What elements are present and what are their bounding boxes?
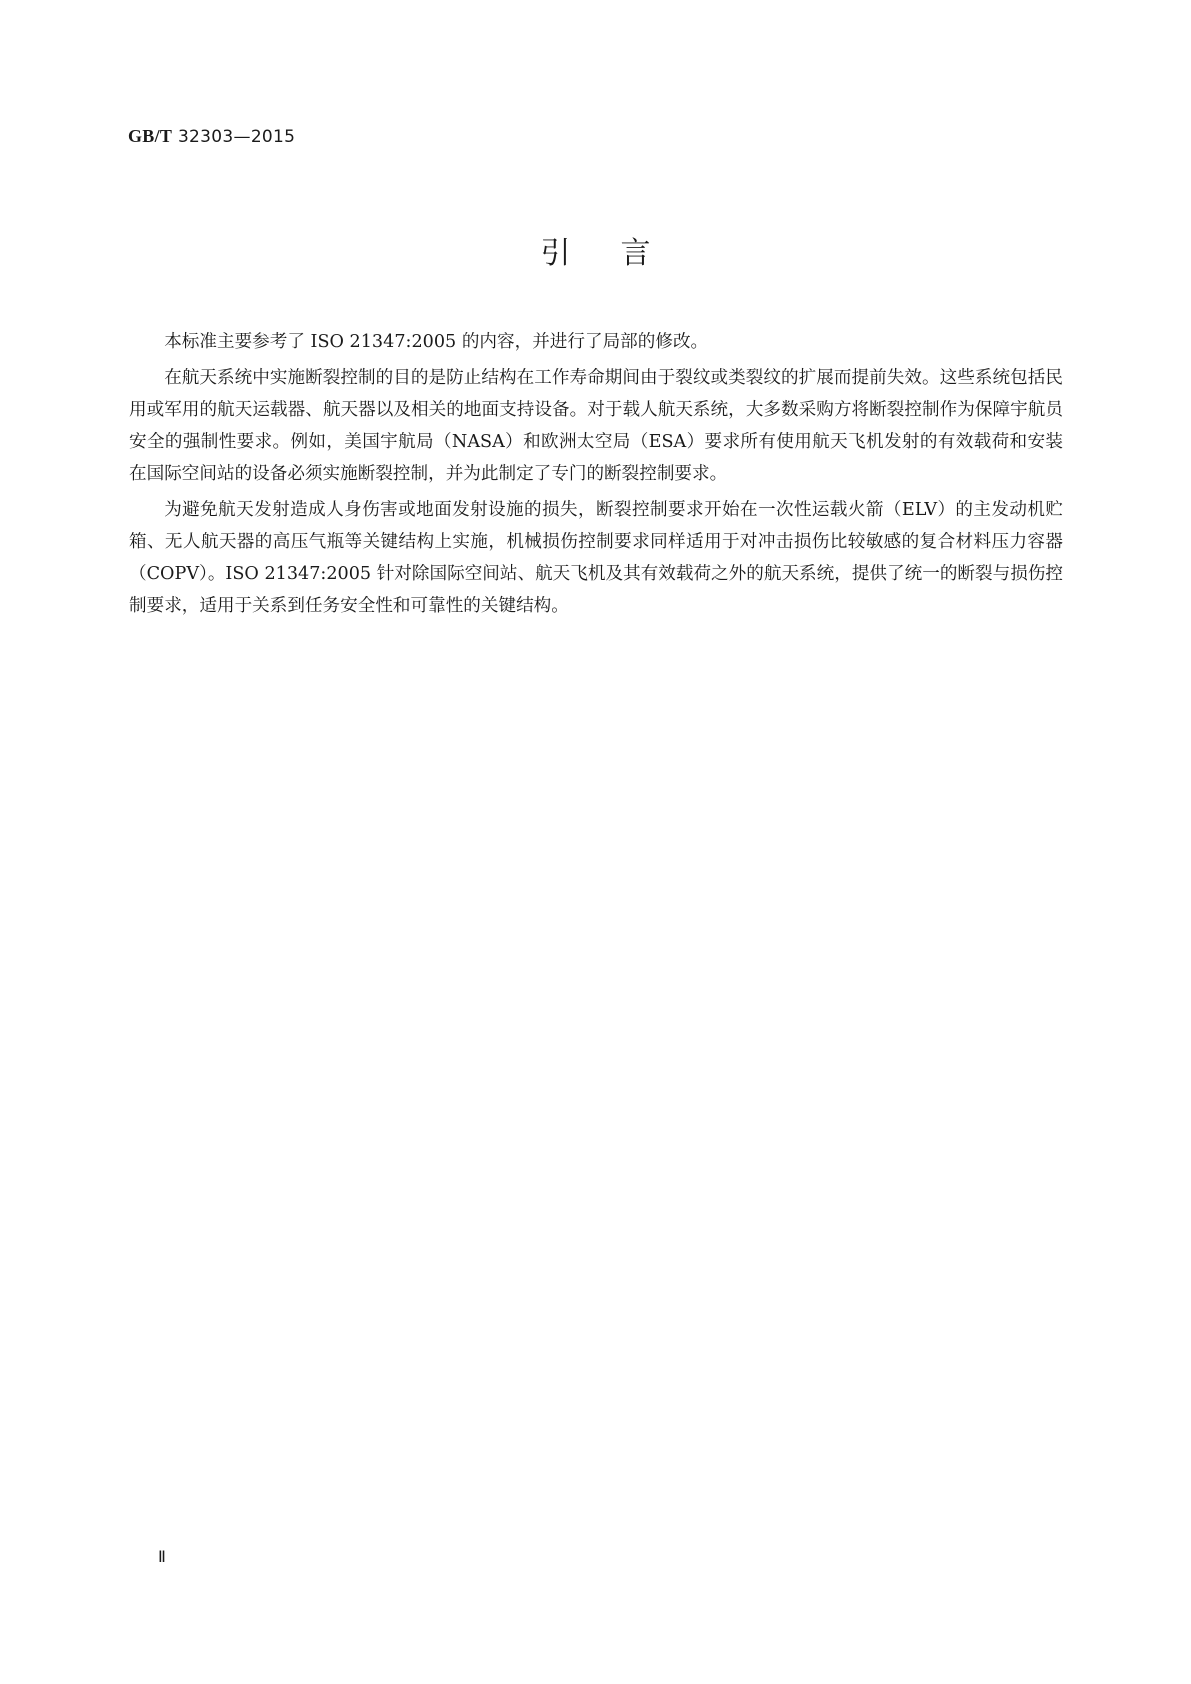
section-title: 引言 — [540, 236, 701, 271]
paragraph-1: 本标准主要参考了 ISO 21347:2005 的内容，并进行了局部的修改。 — [164, 332, 709, 352]
standard-prefix: GB/T — [128, 126, 173, 146]
paragraph-2: 在航天系统中实施断裂控制的目的是防止结构在工作寿命期间由于裂纹或类裂纹的扩展而提前失效。这些系统包括民用或军用的航天运载器、航天器以及相关的地面支持设备。对于载人航天系统，大多数采购方将断裂控制作为保障宇航员安全的强制性要求。例如，美国宇航局（NASA）和欧洲太空局（ESA）要求所有使用航天飞机发射的有效载荷和安装在国际空间站的设备必须实施断裂控制，并为此制定了专门的断裂控制要求。 — [129, 368, 1063, 484]
paragraph-3: 为避免航天发射造成人身伤害或地面发射设施的损失，断裂控制要求开始在一次性运载火箭（ELV）的主发动机贮箱、无人航天器的高压气瓶等关键结构上实施，机械损伤控制要求同样适用于对冲击损伤比较敏感的复合材料压力容器（COPV）。ISO 21347:2005 针对除国际空间站、航天飞机及其有效载荷之外的航天系统，提供了统一的断裂与损伤控制要求，适用于关系到任务安全性和可靠性的关键结构。 — [129, 500, 1063, 616]
body-text — [129, 326, 1063, 626]
standard-number: 32303—2015 — [177, 127, 296, 147]
standard-code — [128, 126, 295, 147]
page-number: Ⅱ — [158, 1549, 166, 1566]
